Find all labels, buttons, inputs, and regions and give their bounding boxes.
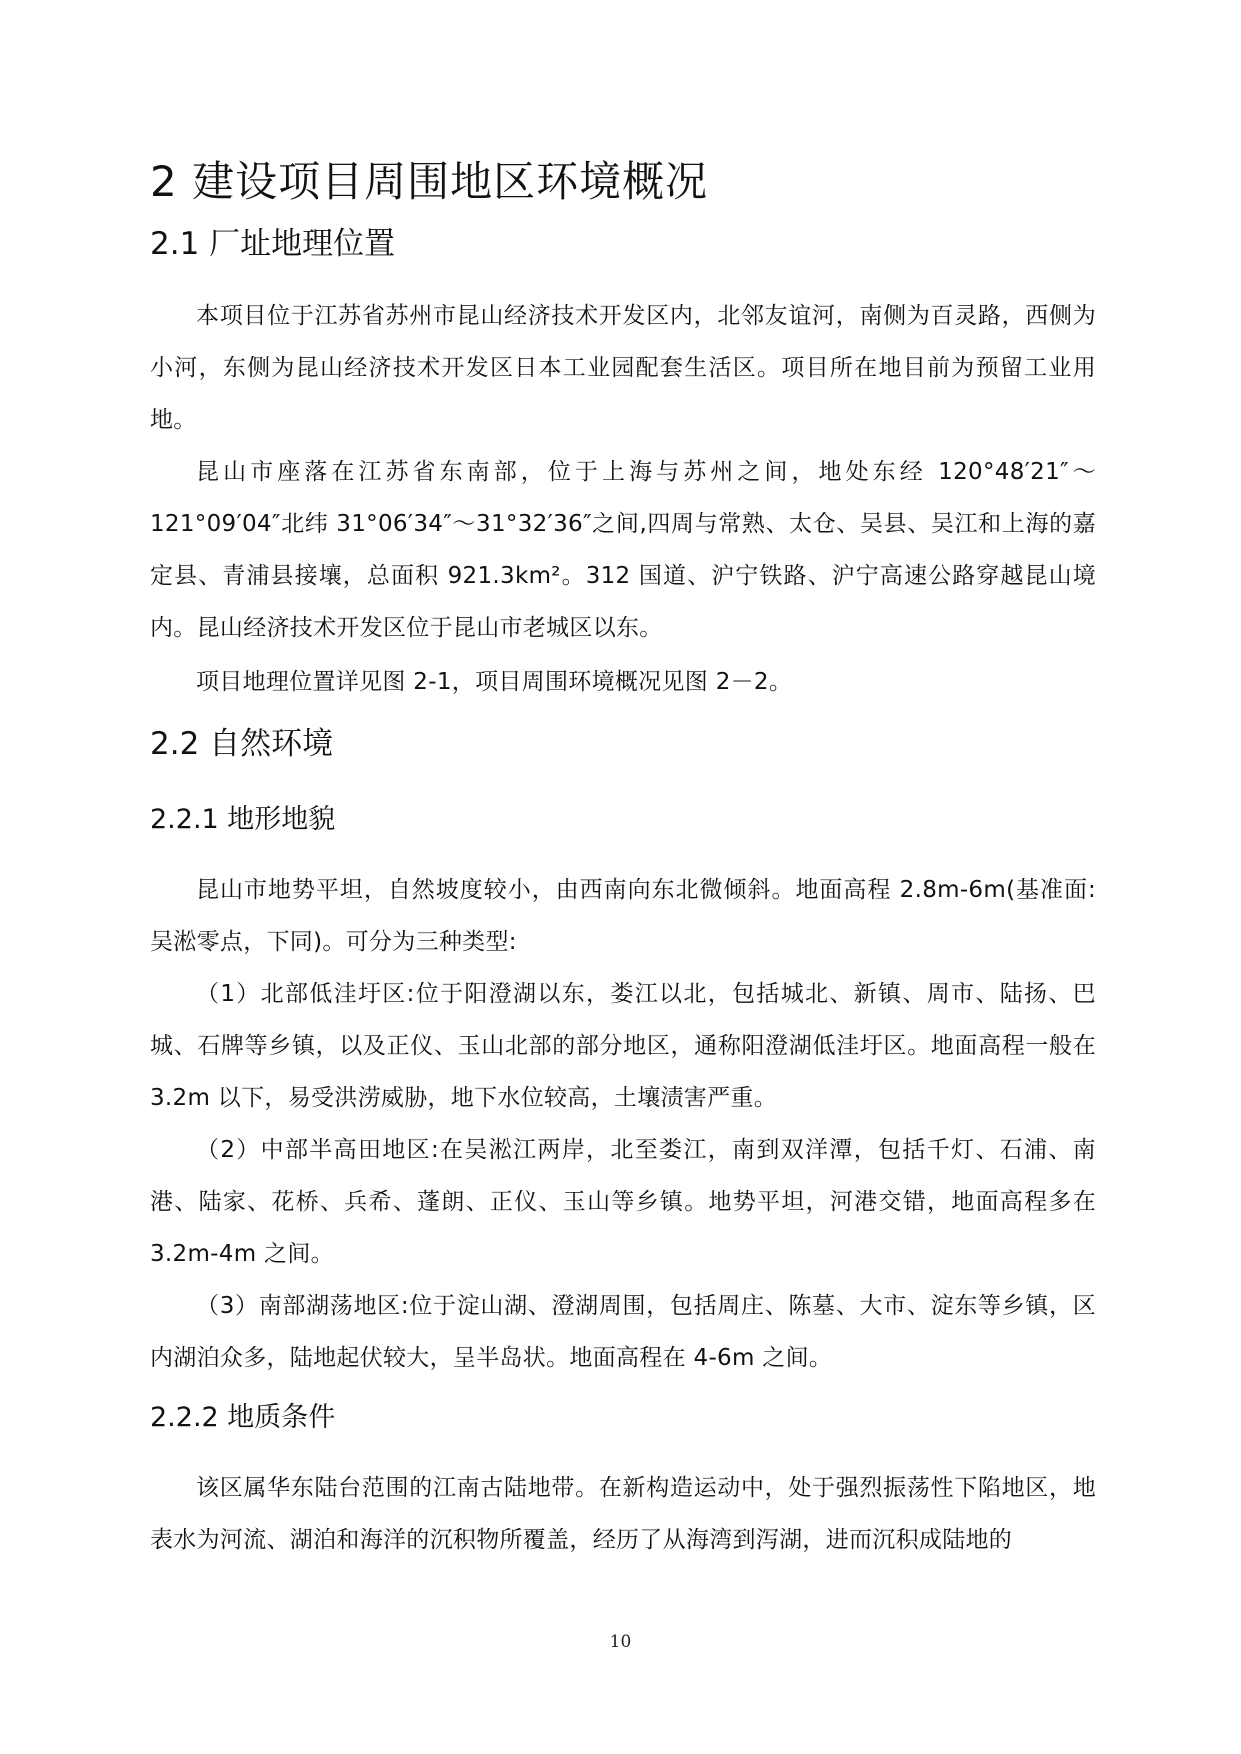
page-content [150, 150, 1096, 1566]
chapter-title: 2 建设项目周围地区环境概况 [150, 157, 709, 206]
paragraph-figure-reference: 项目地理位置详见图 2-1，项目周围环境概况见图 2－2。 [196, 669, 793, 695]
section-2-1-title: 2.1 厂址地理位置 [150, 226, 396, 262]
section-2-2-1-title: 2.2.1 地形地貌 [150, 804, 336, 835]
paragraph-south-lake: （3）南部湖荡地区:位于淀山湖、澄湖周围，包括周庄、陈墓、大市、淀东等乡镇，区内湖泊众多，陆地起伏较大，呈半岛状。地面高程在 4-6m 之间。 [150, 1293, 1096, 1371]
section-2-2-title: 2.2 自然环境 [150, 726, 334, 762]
paragraph-north-lowland: （1）北部低洼圩区:位于阳澄湖以东，娄江以北，包括城北、新镇、周市、陆扬、巴城、石牌等乡镇，以及正仪、玉山北部的部分地区，通称阳澄湖低洼圩区。地面高程一般在 3.2m 以下，易受洪涝威胁，地下水位较高，土壤渍害严重。 [150, 981, 1096, 1111]
paragraph-kunshan-geography: 昆山市座落在江苏省东南部，位于上海与苏州之间，地处东经 120°48′21″～121°09′04″北纬 31°06′34″～31°32′36″之间,四周与常熟、太仓、吴县、吴江和上海的嘉定县、青浦县接壤，总面积 921.3km²。312 国道、沪宁铁路、沪宁高速公路穿越昆山境内。昆山经济技术开发区位于昆山市老城区以东。 [150, 459, 1096, 641]
paragraph-central-upland: （2）中部半高田地区:在吴淞江两岸，北至娄江，南到双洋潭，包括千灯、石浦、南港、陆家、花桥、兵希、蓬朗、正仪、玉山等乡镇。地势平坦，河港交错，地面高程多在 3.2m-4m 之间。 [150, 1137, 1096, 1267]
section-2-2-2-title: 2.2.2 地质条件 [150, 1402, 336, 1433]
paragraph-geology: 该区属华东陆台范围的江南古陆地带。在新构造运动中，处于强烈振荡性下陷地区，地表水为河流、湖泊和海洋的沉积物所覆盖，经历了从海湾到泻湖，进而沉积成陆地的 [150, 1475, 1096, 1553]
paragraph-terrain-overview: 昆山市地势平坦，自然坡度较小，由西南向东北微倾斜。地面高程 2.8m-6m(基准面:吴淞零点，下同)。可分为三种类型: [150, 877, 1096, 955]
page-number: 10 [609, 1632, 632, 1652]
paragraph-project-location: 本项目位于江苏省苏州市昆山经济技术开发区内，北邻友谊河，南侧为百灵路，西侧为小河，东侧为昆山经济技术开发区日本工业园配套生活区。项目所在地目前为预留工业用地。 [150, 303, 1096, 433]
